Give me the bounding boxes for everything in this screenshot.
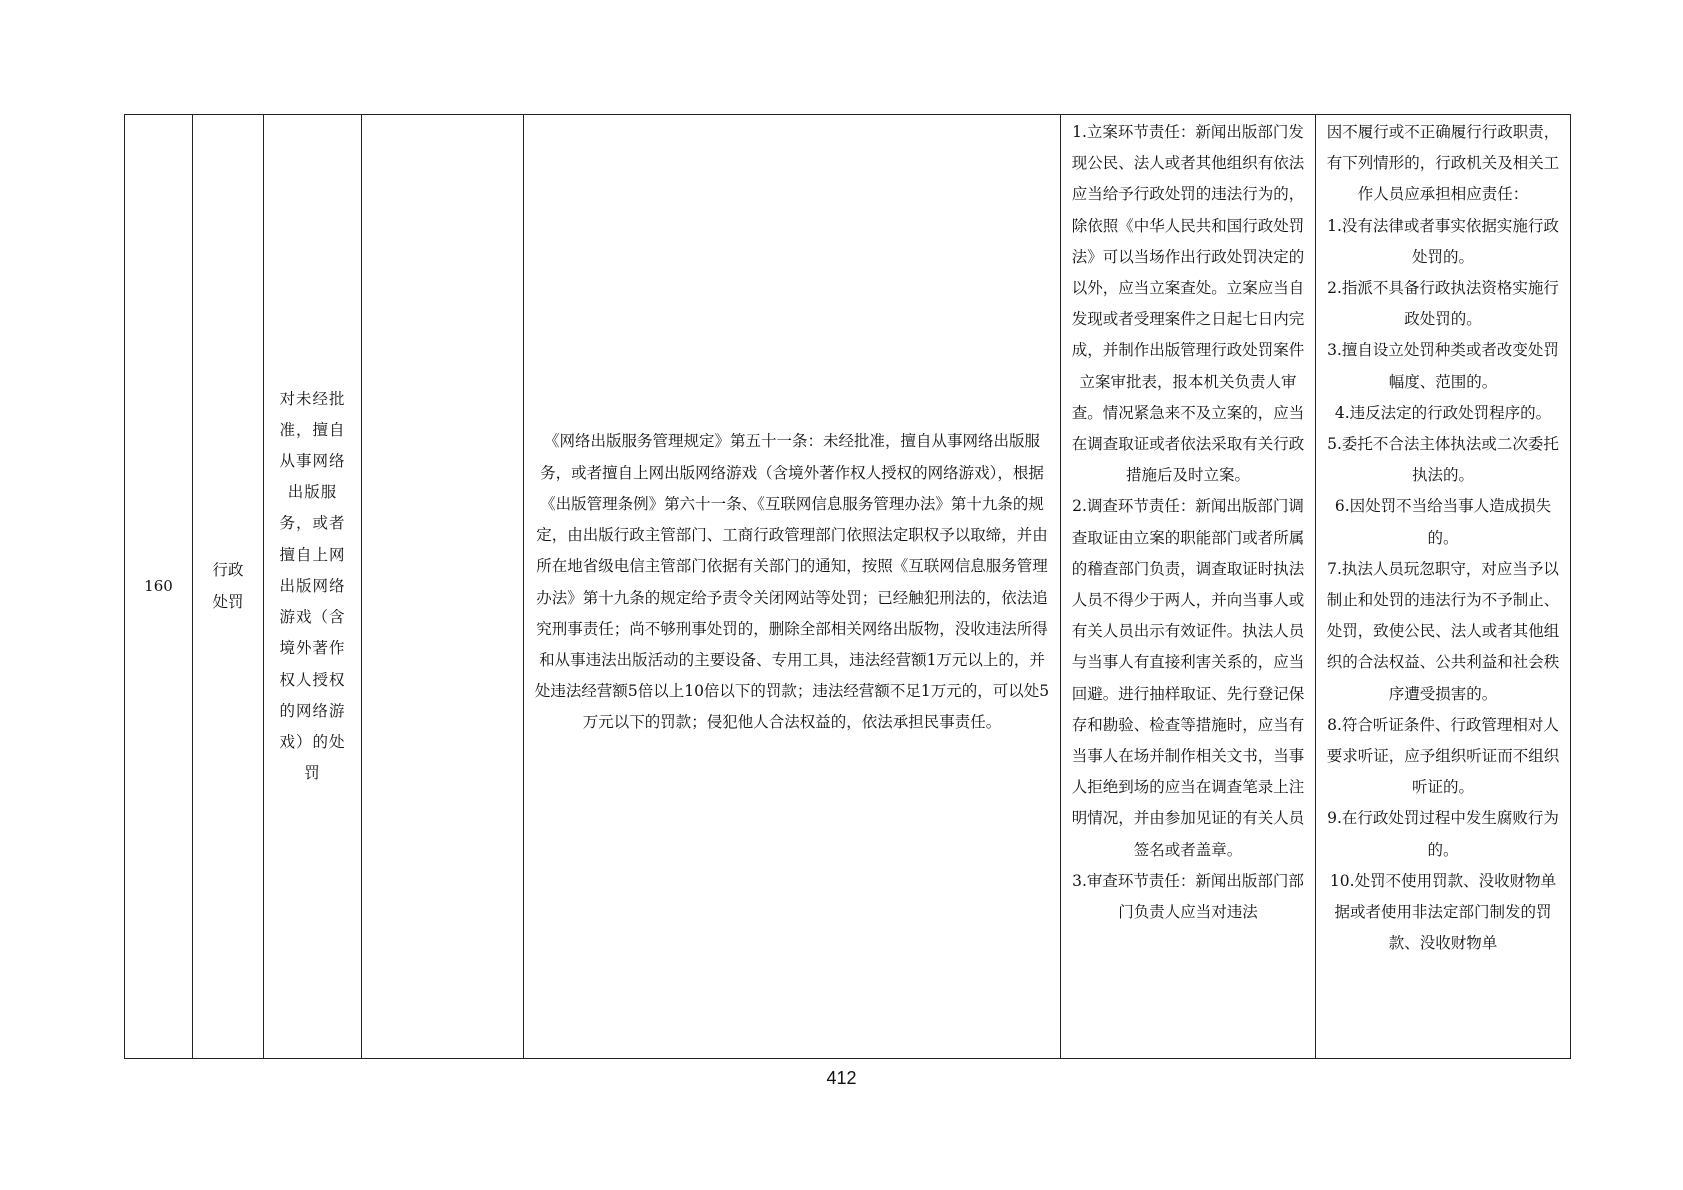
accountability-item: 5.委托不合法主体执法或二次委托执法的。: [1327, 435, 1559, 485]
accountability-item: 6.因处罚不当给当事人造成损失的。: [1334, 497, 1552, 547]
accountability-list: [1316, 115, 1570, 1058]
responsibility-item: 2.调查环节责任：新闻出版部门调查取证由立案的职能部门或者所属的稽查部门负责，调查取证时执法人员不得少于两人，并向当事人或有关人员出示有效证件。执法人员与当事人有直接利害关系的，应当回避。进行抽样取证、先行登记保存和勘验、检查等措施时，应当有当事人在场并制作相关文书，当事人拒绝到场的应当在调查笔录上注明情况，并由参加见证的有关人员签名或者盖章。: [1071, 497, 1305, 859]
accountability-item: 9.在行政处罚过程中发生腐败行为的。: [1327, 809, 1559, 859]
accountability-item: 7.执法人员玩忽职守，对应当予以制止和处罚的违法行为不予制止、处罚，致使公民、法人或者其他组织的合法权益、公共利益和社会秩序遭受损害的。: [1326, 559, 1560, 703]
power-list-table: [124, 114, 1571, 1059]
accountability-cell: [1316, 115, 1571, 1059]
power-category: 行政处罚: [212, 561, 244, 611]
accountability-item: 8.符合听证条件、行政管理相对人要求听证，应予组织听证而不组织听证的。: [1326, 715, 1560, 797]
responsibility-item: 3.审查环节责任：新闻出版部门部门负责人应当对违法: [1072, 871, 1304, 922]
accountability-item: 2.指派不具备行政执法资格实施行政处罚的。: [1327, 279, 1559, 329]
sub-item-cell: [362, 115, 524, 1059]
accountability-item: 10.处罚不使用罚款、没收财物单据或者使用非法定部门制发的罚款、没收财物单: [1329, 871, 1557, 953]
responsibility-item: 1.立案环节责任：新闻出版部门发现公民、法人或者其他组织有依法应当给予行政处罚的违法行为的， 除依照《中华人民共和国行政处罚法》可以当场作出行政处罚决定的以外，应当立案查处。立案应当自发现或者受理案件之日起七日内完成，并制作出版管理行政处罚案件立案审批表，报本机关负责人审查。情况紧急来不及立案的，应当在调查取证或者依法采取有关行政措施后及时立案。: [1071, 123, 1305, 485]
accountability-intro: 因不履行或不正确履行行政职责，有下列情形的，行政机关及相关工作人员应承担相应责任：: [1326, 123, 1560, 204]
responsibility-cell: [1061, 115, 1316, 1059]
category-cell: [193, 115, 264, 1059]
legal-basis-text: 《网络出版服务管理规定》第五十一条：未经批准，擅自从事网络出版服务，或者擅自上网出版网络游戏（含境外著作权人授权的网络游戏），根据《出版管理条例》第六十一条、《互联网信息服务管理办法》第十九条的规定，由出版行政主管部门、工商行政管理部门依照法定职权予以取缔，并由所在地省级电信主管部门依据有关部门的通知，按照《互联网信息服务管理办法》第十九条的规定给予责令关闭网站等处罚；已经触犯刑法的，依法追究刑事责任；尚不够刑事处罚的，删除全部相关网络出版物，没收违法所得和从事违法出版活动的主要设备、专用工具，违法经营额1万元以上的，并处违法经营额5倍以上10倍以下的罚款；违法经营额不足1万元的，可以处5万元以下的罚款；侵犯他人合法权益的，依法承担民事责任。: [534, 432, 1050, 732]
accountability-item: 4.违反法定的行政处罚程序的。: [1334, 403, 1552, 422]
accountability-item: 1.没有法律或者事实依据实施行政处罚的。: [1327, 216, 1559, 266]
page-number: 412: [826, 1068, 857, 1088]
responsibility-list: [1061, 115, 1315, 1058]
table-row: [125, 115, 1571, 1059]
row-number-cell: [125, 115, 193, 1059]
power-item-name: 对未经批准，擅自从事网络出版服务，或者擅自上网出版网络游戏（含境外著作权人授权的网络游戏）的处罚: [279, 389, 346, 783]
row-number: 160: [144, 576, 173, 595]
accountability-item: 3.擅自设立处罚种类或者改变处罚幅度、范围的。: [1327, 341, 1559, 391]
item-name-cell: [264, 115, 362, 1059]
legal-basis-cell: [524, 115, 1061, 1059]
